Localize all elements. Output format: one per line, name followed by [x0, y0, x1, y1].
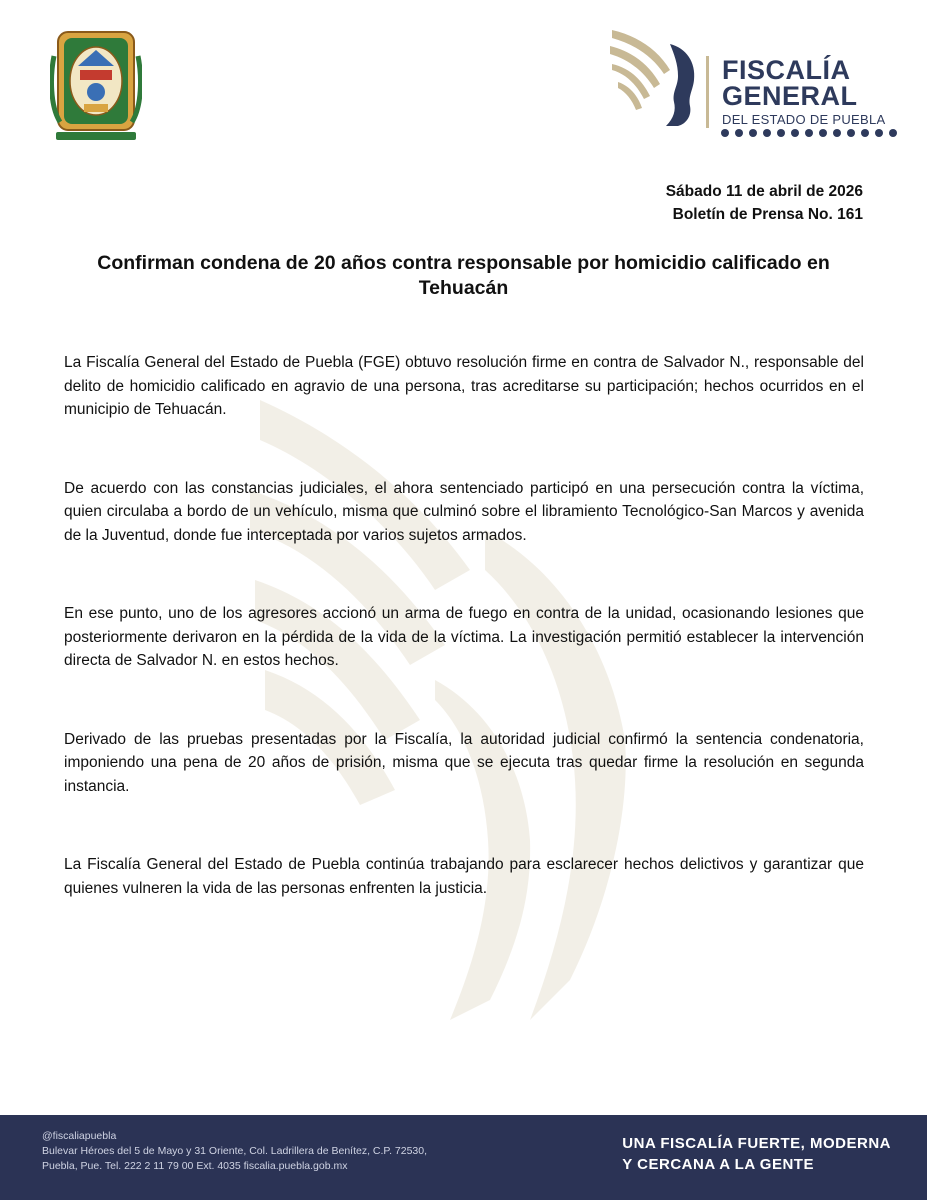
paragraph-3: En ese punto, uno de los agresores accionó un arma de fuego en contra de la unidad, ocasionando lesiones que posteriormente derivaron en la pérdida de la vida de la víctima. La investigación permitió establecer la intervención directa de Salvador N. en estos hechos. — [64, 605, 864, 669]
logo-text-estado: DEL ESTADO DE PUEBLA — [722, 112, 886, 127]
logo-text-fiscalia: FISCALÍA — [722, 55, 851, 85]
paragraph-4: Derivado de las pruebas presentadas por la Fiscalía, la autoridad judicial confirmó la sentencia condenatoria, imponiendo una pena de 20 años de prisión, misma que se ejecuta tras quedar firme la resolución en segunda instancia. — [64, 730, 864, 795]
slogan-line-1: UNA FISCALÍA FUERTE, MODERNA — [622, 1135, 891, 1152]
bulletin-date: Sábado 11 de abril de 2026 — [665, 183, 863, 200]
headline: Confirman condena de 20 años contra responsable por homicidio calificado en Tehuacán — [97, 252, 830, 299]
fge-bust-logo-icon — [608, 26, 700, 130]
dateline — [666, 180, 863, 226]
logo-divider — [706, 56, 709, 128]
puebla-coat-of-arms-icon — [50, 26, 142, 146]
logo-text-general: GENERAL — [722, 81, 858, 111]
slogan-line-2: Y CERCANA A LA GENTE — [622, 1156, 814, 1173]
paragraph-2: De acuerdo con las constancias judiciales, el ahora sentenciado participó en una persecución contra la víctima, quien circulaba a bordo de un vehículo, misma que culminó sobre el libramiento Tecnológico-San Marcos y avenida de la Juventud, donde fue interceptada por varios sujetos armados. — [64, 479, 864, 544]
footer-slogan — [622, 1133, 891, 1175]
paragraph-1: La Fiscalía General del Estado de Puebla (FGE) obtuvo resolución firme en contra de Salvador N., responsable del delito de homicidio calificado en agravio de una persona, tras acreditarse su participación; hechos ocurridos en el municipio de Tehuacán. — [64, 354, 864, 418]
footer-contact — [42, 1129, 427, 1174]
logo-ornament — [720, 128, 898, 138]
fge-logo — [608, 26, 900, 138]
footer — [0, 1115, 927, 1200]
bulletin-number: Boletín de Prensa No. 161 — [672, 206, 863, 223]
body-text — [64, 351, 864, 955]
paragraph-5: La Fiscalía General del Estado de Puebla continúa trabajando para esclarecer hechos delictivos y garantizar que quienes vulneren la vida de las personas enfrenten la justicia. — [64, 856, 864, 897]
address-line-1: Bulevar Héroes del 5 de Mayo y 31 Oriente, Col. Ladrillera de Benítez, C.P. 72530, — [42, 1145, 428, 1157]
social-handle: @fiscaliapuebla — [42, 1130, 117, 1142]
address-line-2: Puebla, Pue. Tel. 222 2 11 79 00 Ext. 4035 fiscalia.puebla.gob.mx — [42, 1160, 348, 1172]
